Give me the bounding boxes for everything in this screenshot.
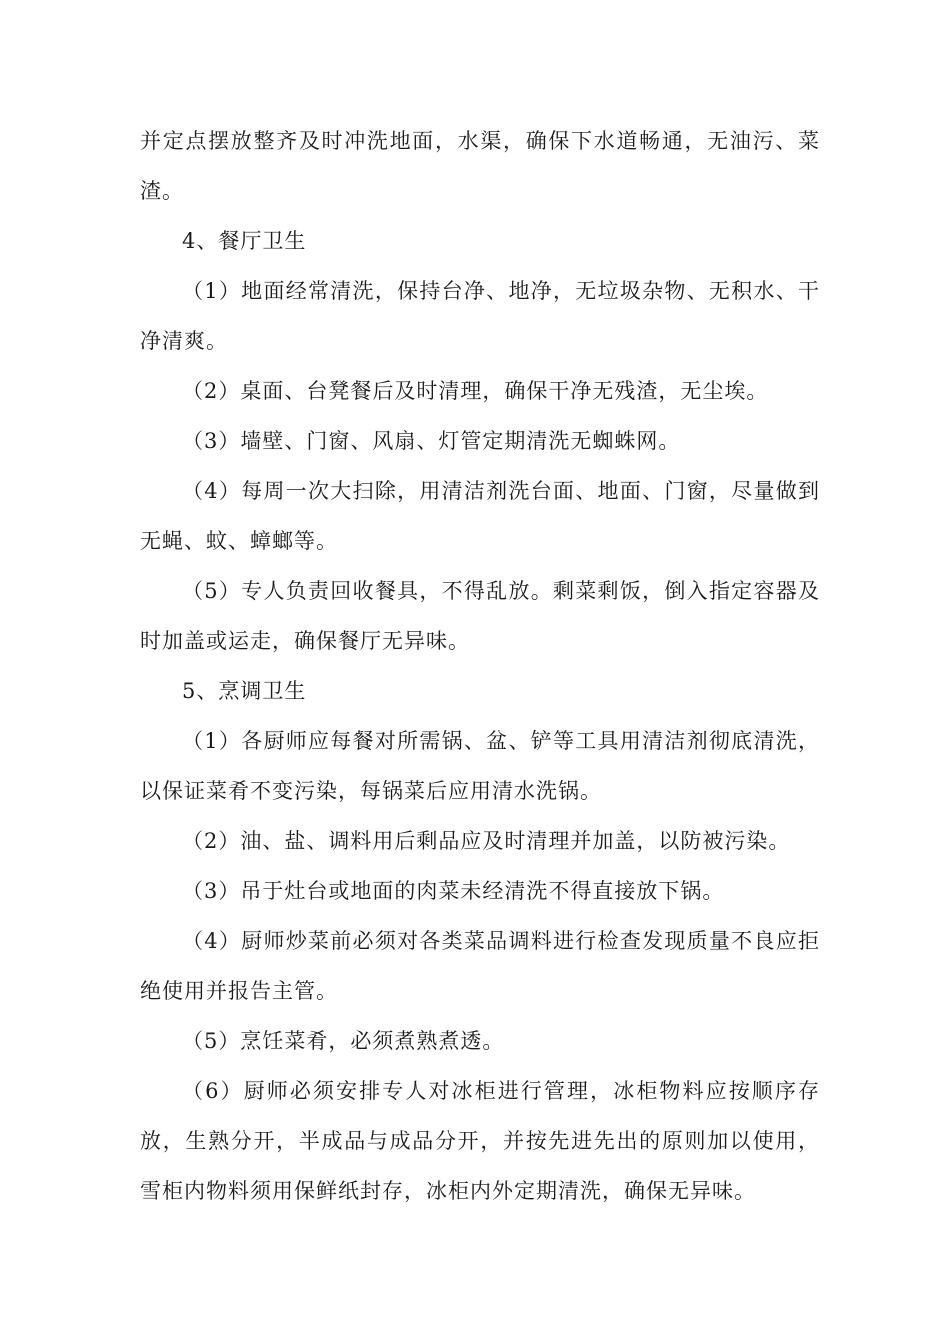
list-item: （4）厨师炒菜前必须对各类菜品调料进行检查发现质量不良应拒绝使用并报告主管。 bbox=[140, 929, 820, 1003]
list-item: （3）墙壁、门窗、风扇、灯管定期清洗无蜘蛛网。 bbox=[182, 429, 681, 453]
list-item: （5）专人负责回收餐具，不得乱放。剩菜剩饭，倒入指定容器及时加盖或运走，确保餐厅无异味。 bbox=[140, 579, 820, 653]
section-heading-cooking: 5、烹调卫生 bbox=[182, 679, 307, 703]
paragraph-continuation: 并定点摆放整齐及时冲洗地面，水渠，确保下水道畅通，无油污、菜渣。 bbox=[140, 129, 820, 203]
list-item: （2）桌面、台凳餐后及时清理，确保干净无残渣，无尘埃。 bbox=[182, 379, 769, 403]
list-item: （1）地面经常清洗，保持台净、地净，无垃圾杂物、无积水、干净清爽。 bbox=[140, 279, 820, 353]
list-item: （3）吊于灶台或地面的肉菜未经清洗不得直接放下锅。 bbox=[182, 879, 725, 903]
list-item: （4）每周一次大扫除，用清洁剂洗台面、地面、门窗，尽量做到无蝇、蚊、蟑螂等。 bbox=[140, 479, 820, 553]
list-item: （1）各厨师应每餐对所需锅、盆、铲等工具用清洁剂彻底清洗，以保证菜肴不变污染，每锅菜后应用清水洗锅。 bbox=[140, 729, 820, 803]
list-item: （6）厨师必须安排专人对冰柜进行管理，冰柜物料应按顺序存放，生熟分开，半成品与成品分开，并按先进先出的原则加以使用，雪柜内物料须用保鲜纸封存，冰柜内外定期清洗，确保无异味。 bbox=[140, 1079, 820, 1203]
section-heading-dining-hall: 4、餐厅卫生 bbox=[182, 229, 307, 253]
document-body bbox=[140, 116, 820, 1216]
list-item: （2）油、盐、调料用后剩品应及时清理并加盖，以防被污染。 bbox=[182, 829, 791, 853]
list-item: （5）烹饪菜肴，必须煮熟煮透。 bbox=[182, 1029, 505, 1053]
